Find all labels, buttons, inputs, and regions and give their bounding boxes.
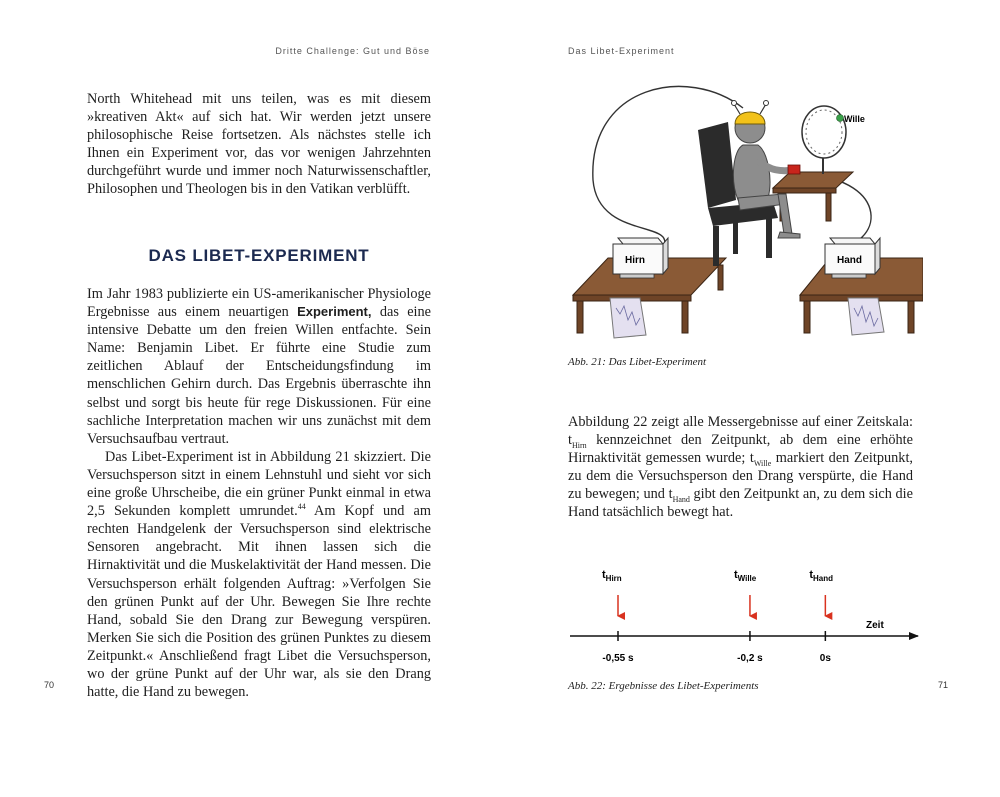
page-number-left: 70 (44, 680, 55, 690)
p1-before: Im Jahr 1983 publizierte ein US-amerikanischer Physiologe Ergebnisse aus einem neuartigen (87, 286, 431, 321)
running-head-left: Dritte Challenge: Gut und Böse (275, 46, 430, 56)
label-wille: Wille (844, 114, 865, 124)
right-paragraph (568, 413, 913, 522)
p2-after: Am Kopf und am rechten Handgelenk der Versuchsperson sind elektrische Sensoren angebracht. Mit ihnen lassen sich die Hirnaktivität und die Muskelaktivität der Hand messen. Die Versuchsperson erhält folgenden Auftrag: »Verfolgen Sie den grünen Punkt auf der Uhr. Bewegen Sie Ihre rechte Hand, sobald Sie den Drang zur Bewegung verspüren. Merken Sie sich die Position des grünen Punktes zu diesem Zeitpunkt.« Anschließend fragt Libet die Versuchsperson, wo der grüne Punkt auf der Uhr war, als sie den Drang hatte, die Hand zu bewegen. (87, 503, 431, 701)
left-printout (610, 298, 646, 338)
intro-text: North Whitehead mit uns teilen, was es mit diesem »kreativen Akt« auf sich hat. Wir werden jetzt unsere philosophische Reise fortsetzen. Als nächstes stelle ich Ihnen ein Experiment vor, das vor wenigen Jahrzehnten durchgeführt wurde und immer noch Naturwissenschaftler, Philosophen und Theologen bis in den Vatikan verblüfft. (87, 91, 431, 198)
sub-wille: Wille (753, 459, 772, 469)
axis-label-zeit: Zeit (866, 620, 884, 631)
text-part-4: gibt den Zeitpunkt an, zu dem sich die Hand tatsächlich bewegt hat. (568, 486, 913, 521)
clock-face (802, 106, 846, 174)
libet-experiment-illustration (568, 70, 923, 350)
paragraph-2 (87, 448, 431, 701)
intro-paragraph (87, 90, 431, 199)
timeline-figure (568, 560, 928, 670)
label-hand: Hand (837, 255, 862, 266)
running-head-right: Das Libet-Experiment (568, 46, 675, 56)
sub-hirn: Hirn (571, 440, 587, 450)
marker-label-2: $t_{Hand}$ (809, 569, 834, 583)
sub-hand: Hand (672, 495, 690, 505)
main-text (87, 285, 431, 701)
paragraph-1 (87, 285, 431, 448)
marker-label-0: $t_{Hirn}$ (602, 569, 622, 583)
caption-figure-22: Abb. 22: Ergebnisse des Libet-Experiments (568, 680, 759, 692)
p1-after: das eine intensive Debatte um den freien Willen entfachte. Sein Name: Benjamin Libet. Er führte eine Studie zum zeitlichen Ablauf der Entscheidungsfindung im menschlichen Gehirn durch. Das Ergebnis überraschte ihn selbst und sorgt bis heute für rege Diskussionen. Für eine sachliche Interpretation machen wir uns zunächst mit dem Versuchsaufbau vertraut. (87, 304, 432, 447)
p1-keyword: Experiment, (297, 304, 372, 320)
caption-figure-21: Abb. 21: Das Libet-Experiment (568, 356, 707, 368)
tick-label-1: -0,2 s (737, 653, 763, 664)
label-hirn: Hirn (625, 255, 645, 266)
timeline-markers (602, 569, 833, 664)
tick-label-2: 0s (819, 653, 831, 664)
text-part-2: kennzeichnet den Zeitpunkt, ab dem eine erhöhte Hirnaktivität gemessen wurde; t (568, 432, 913, 467)
section-heading: DAS LIBET-EXPERIMENT (148, 246, 370, 265)
footnote-ref: 44 (297, 502, 306, 512)
text-part-3: markiert den Zeitpunkt, zu dem die Versuchsperson den Drang verspürte, die Hand zu bewegen; und t (568, 450, 913, 503)
marker-label-1: $t_{Wille}$ (733, 569, 757, 583)
tick-label-0: -0,55 s (602, 653, 634, 664)
p2-before: Das Libet-Experiment ist in Abbildung 21 skizziert. Die Versuchsperson sitzt in einem Lehnstuhl und sieht vor sich eine große Uhrscheibe, die ein grüner Punkt einmal in etwa 2,5 Sekunden komplett umrundet. (87, 448, 431, 520)
wrist-sensor (788, 165, 800, 174)
text-part-1: Abbildung 22 zeigt alle Messergebnisse auf einer Zeitskala: t (568, 414, 913, 449)
right-printout (848, 298, 884, 335)
green-dot (837, 115, 844, 122)
timeline-explanation (568, 413, 913, 522)
right-page (500, 0, 1000, 797)
page-number-right: 71 (938, 680, 949, 690)
